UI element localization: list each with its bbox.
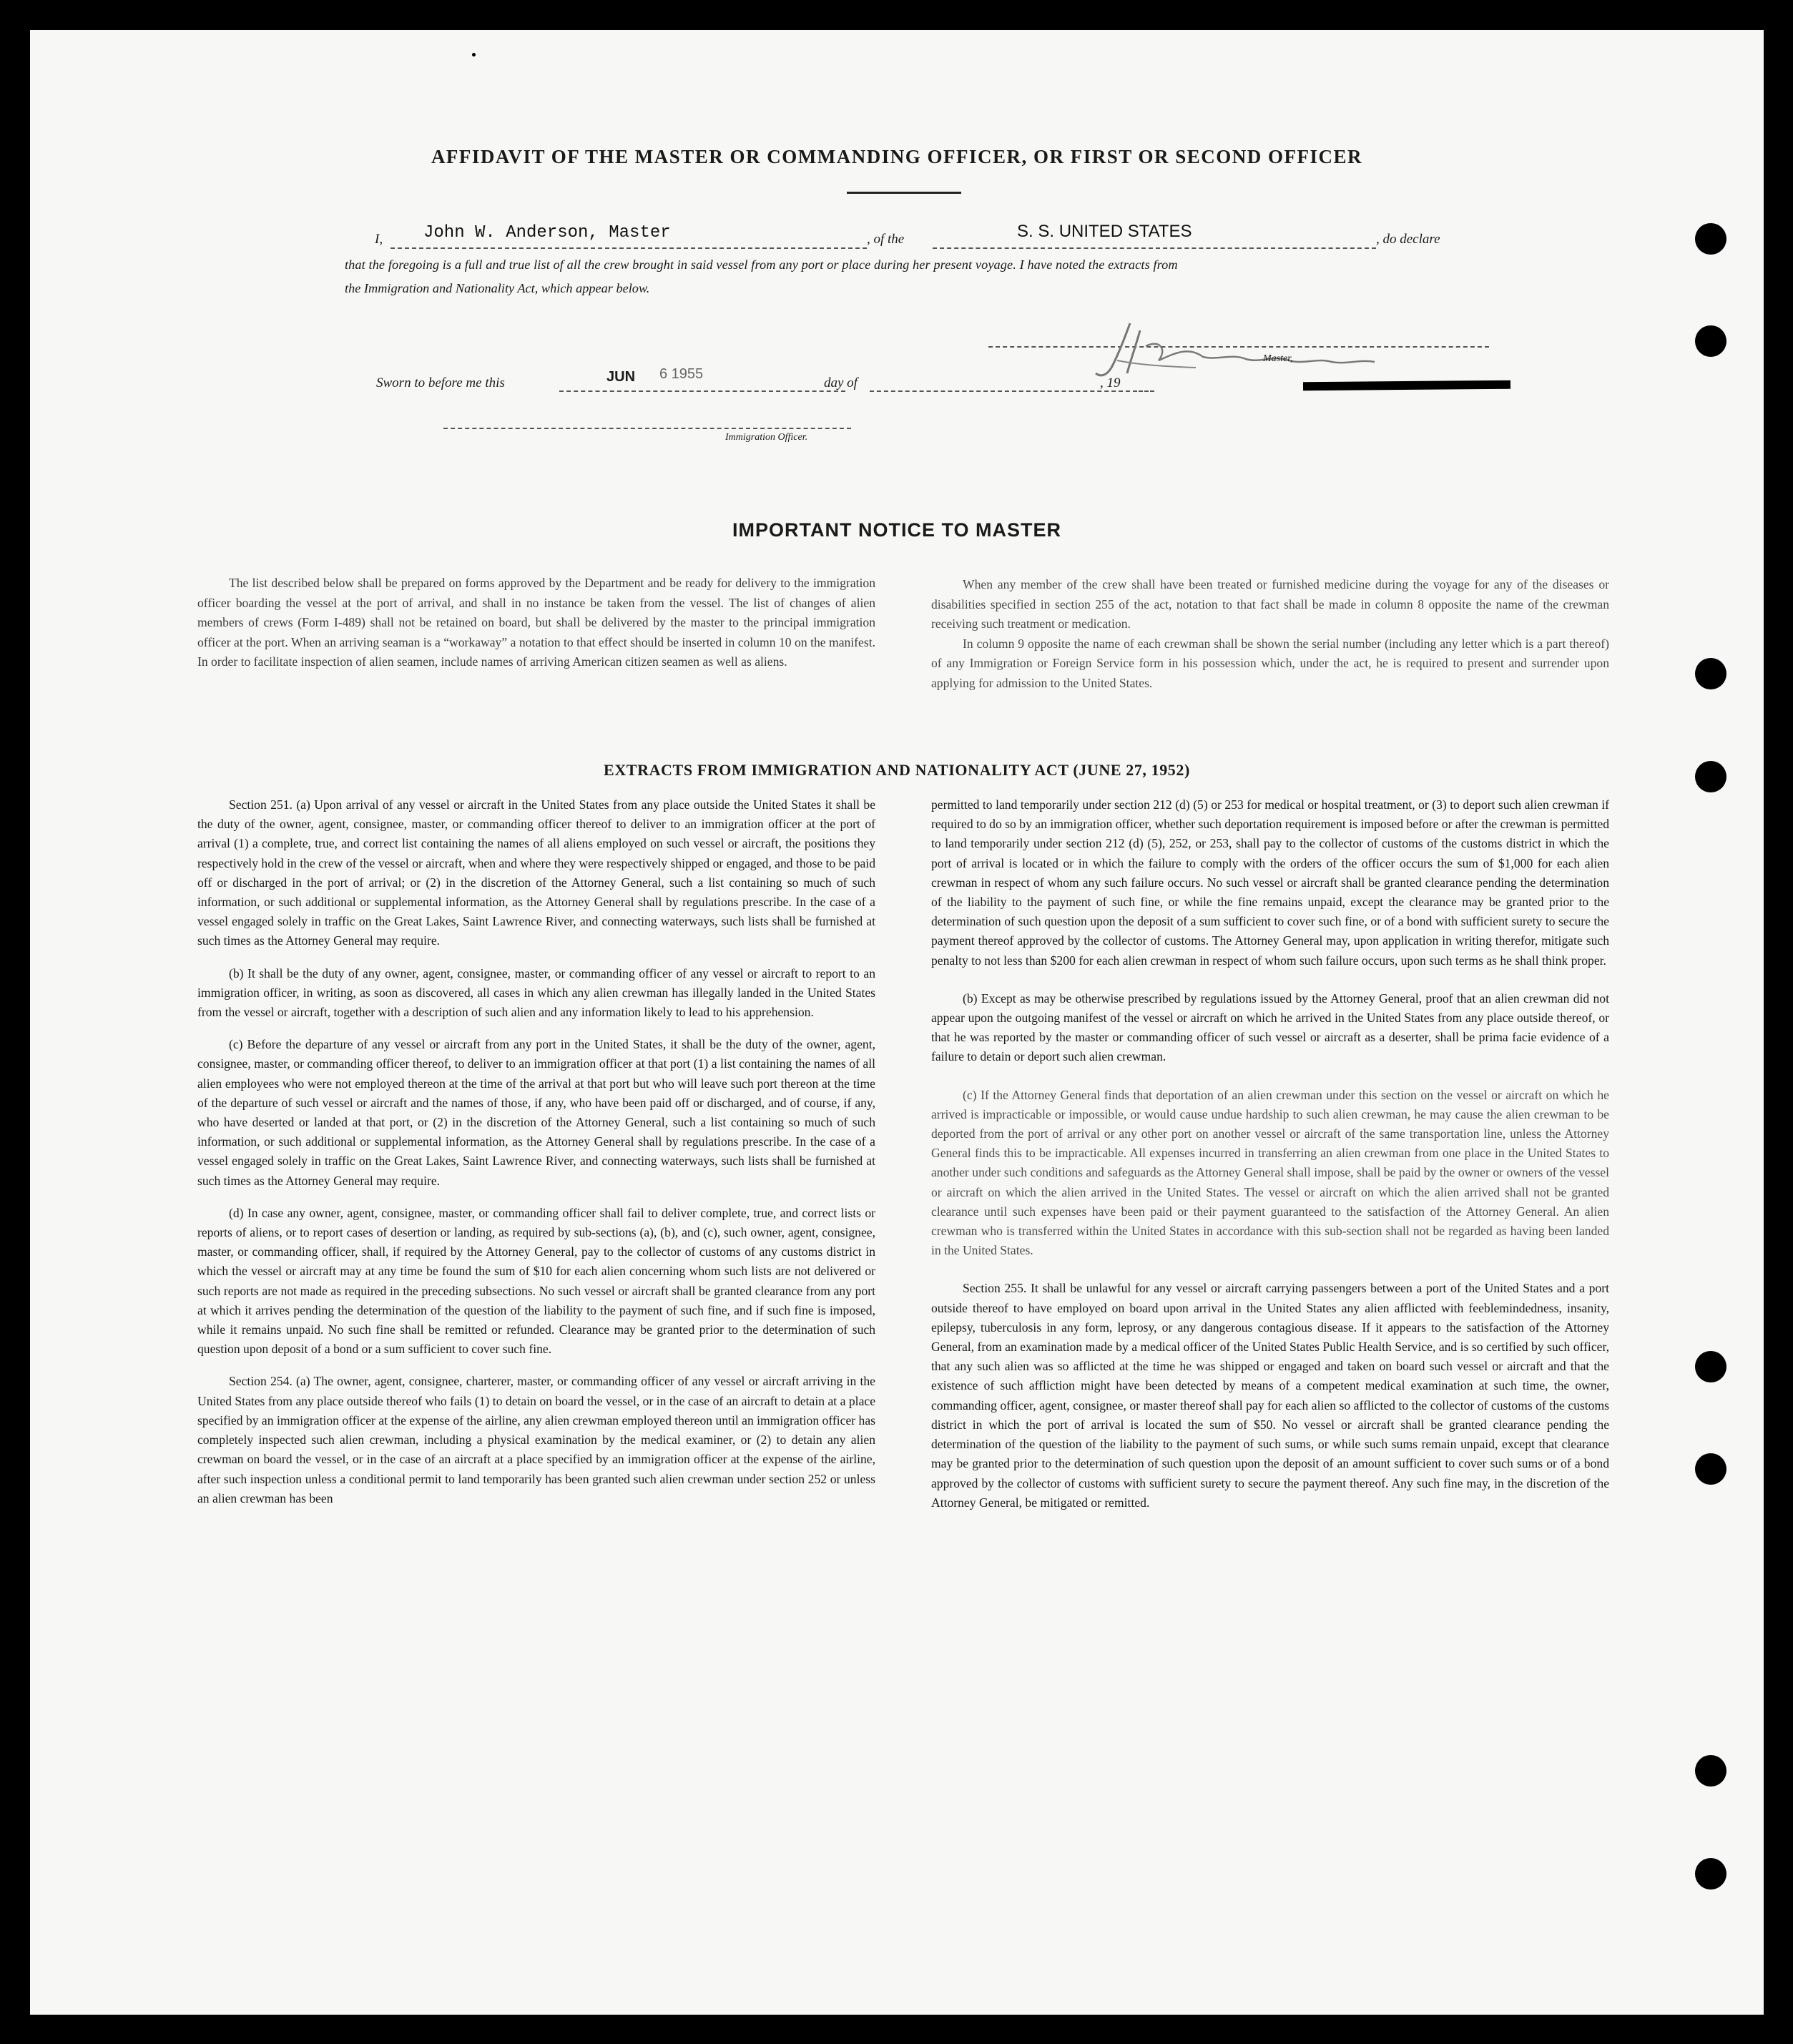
notice-right-text-1: When any member of the crew shall have been treated or furnished medicine during the voyage for any of the diseases or disabilities specified in section 255 of the act, notation to that fact shall be made in column 8 opposite the name of the crewman receiving such treatment or medication.: [931, 577, 1609, 631]
month-line: [870, 390, 1130, 392]
binder-hole: [1695, 1453, 1726, 1485]
binder-hole: [1695, 658, 1726, 689]
declaration-text-line2: that the foregoing is a full and true list of all the crew brought in said vessel from any port or place during her present voyage. I have noted the extracts from: [345, 257, 1178, 272]
signature-caption: Master,: [1263, 353, 1293, 364]
extracts-left-column: [197, 795, 875, 1518]
immigration-officer-caption: Immigration Officer.: [725, 432, 808, 443]
sworn-prefix: Sworn to before me this: [376, 375, 505, 390]
of-the-label: , of the: [867, 232, 905, 247]
affidavit-title: AFFIDAVIT OF THE MASTER OR COMMANDING OFFICER, OR FIRST OR SECOND OFFICER: [431, 146, 1363, 167]
section-254-c: (c) If the Attorney General finds that deportation of an alien crewman under this section on the vessel or aircraft on which he arrived is impracticable or impossible, or would cause undue hardship to such alien crewman, he may cause the alien crewman to be deported from the port of arrival or any other port on another vessel or aircraft of the same transportation line, unless the Attorney General finds this to be impracticable. All expenses incurred in transferring an alien crewman from one place in the United States to another under such conditions and safeguards as the Attorney General shall impose, shall be paid by the owner or owners of the vessel or aircraft on which the alien arrived in the United States. The vessel or aircraft on which the alien arrived shall not be granted clearance until such expenses have been paid or their payment guaranteed to the satisfaction of the Attorney General. An alien crewman who is transferred within the United States in accordance with this sub-section shall not be regarded as having been landed in the United States.: [931, 1087, 1609, 1258]
declarant-name: John W. Anderson, Master: [423, 223, 671, 242]
master-signature: [1074, 318, 1418, 389]
notice-right-text-2: In column 9 opposite the name of each crewman shall be shown the serial number (including any letter which is a part thereof) of any Immigration or Foreign Service form in his possession which, under the act, he is required to present and surrender upon applying for admission to the United States.: [931, 636, 1609, 690]
binder-hole: [1695, 223, 1726, 255]
day-of-label: day of: [824, 375, 858, 390]
extracts-right-column: [931, 795, 1609, 1523]
section-251-a: Section 251. (a) Upon arrival of any vessel or aircraft in the United States from any place outside the United States it shall be the duty of the owner, agent, consignee, master, or commanding officer thereof to deliver to an immigration officer at the port of arrival (1) a complete, true, and correct list containing the names of all aliens employed on such vessel or aircraft, the positions they respectively hold in the crew of the vessel or aircraft, when and where they were respectively shipped or engaged, and those to be paid off or discharged in the port of arrival; or (2) in the discretion of the Attorney General, such a list containing so much of such information, or such additional or supplemental information, as the Attorney General shall by regulations prescribe. In the case of a vessel engaged solely in traffic on the Great Lakes, Saint Lawrence River, and connecting waterways, such lists shall be furnished at such times as the Attorney General may require.: [197, 797, 875, 948]
section-251-c: (c) Before the departure of any vessel or aircraft from any port in the United States, it shall be the duty of the owner, agent, consignee, master, or commanding officer thereof, to deliver to an immigration officer at that port (1) a list containing the names of all alien employees who were not employed thereon at the time of the arrival at that port but who will leave such port thereon at the time of the departure of such vessel or aircraft and the names of those, if any, who have been paid off or discharged, and of course, if any, who have deserted or landed at that port, or (2) in the discretion of the Attorney General, such a list containing so much of such information, or such additional or supplemental information, as the Attorney General shall by regulations prescribe. In the case of a vessel engaged solely in traffic on the Great Lakes, Saint Lawrence River, and connecting waterways, such lists shall be furnished at such times as the Attorney General may require.: [197, 1037, 875, 1188]
section-251-b: (b) It shall be the duty of any owner, agent, consignee, master, or commanding officer of any vessel or aircraft to report to an immigration officer, in writing, as soon as discovered, all cases in which any alien crewman has illegally landed in the United States from the vessel or aircraft, together with a description of such alien and any information likely to lead to his apprehension.: [197, 966, 875, 1020]
section-254-a-continued: permitted to land temporarily under section 212 (d) (5) or 253 for medical or hospital treatment, or (3) to deport such alien crewman if required to do so by an immigration officer, whether such deportation requirement is imposed before or after the crewman is permitted to land temporarily under section 212 (d) (5), 252, or 253, shall pay to the collector of customs of the customs district in which the port of arrival is located or in which the failure to comply with the orders of the officer occurs the sum of $1,000 for each alien crewman in respect of whom any such failure occurs. No such vessel or aircraft shall be granted clearance pending the determination of the liability to the payment of such fine, or while the fine remains unpaid, except the clearance may be granted prior to the determination of such question upon the deposit of a sum sufficient to cover such fine, or of a bond with sufficient surety to secure the payment thereof approved by the collector of customs. The Attorney General may, upon application in writing therefor, mitigate such penalty to not less than $200 for each alien crewman in respect of whom such failure occurs, upon such terms as he shall think proper.: [931, 797, 1609, 968]
immigration-officer-line: [443, 428, 851, 429]
redaction-bar: [1303, 380, 1510, 391]
binder-hole: [1695, 1858, 1726, 1890]
year-line: [1133, 390, 1154, 392]
title-divider: [847, 192, 961, 194]
vessel-name: S. S. UNITED STATES: [1017, 222, 1192, 241]
declaration-text-line3: the Immigration and Nationality Act, which appear below.: [345, 281, 650, 295]
vessel-name-line: [933, 247, 1376, 249]
extracts-title: EXTRACTS FROM IMMIGRATION AND NATIONALITY ACT (JUNE 27, 1952): [604, 761, 1190, 779]
section-254-b: (b) Except as may be otherwise prescribed by regulations issued by the Attorney General, proof that an alien crewman did not appear upon the outgoing manifest of the vessel or aircraft on which he arrived in the United States from any place outside thereof, or that he was reported by the master or commanding officer of such vessel or aircraft as a deserter, shall be prima facie evidence of a failure to detain or deport such alien crewman.: [931, 991, 1609, 1064]
sworn-stamp-date: 6 1955: [659, 366, 704, 382]
sworn-date-line: [559, 390, 845, 392]
notice-title: IMPORTANT NOTICE TO MASTER: [732, 519, 1061, 541]
declarant-name-line: [390, 247, 867, 249]
declarant-prefix: I,: [375, 232, 383, 247]
do-declare-label: , do declare: [1376, 232, 1440, 247]
year-prefix: , 19: [1100, 375, 1121, 390]
section-254-a: Section 254. (a) The owner, agent, consignee, charterer, master, or commanding officer of any vessel or aircraft arriving in the United States from any place outside thereof who fails (1) to detain on board the vessel, or in the case of an aircraft to detain at a place specified by an immigration officer at the expense of the airline, any alien crewman employed thereon until an immigration officer has completely inspected such alien crewman, including a physical examination by the medical examiner, or (2) to detain any alien crewman on board the vessel, or in the case of an aircraft at a place specified by an immigration officer at the expense of the airline, after such inspection unless a conditional permit to land temporarily has been granted such alien crewman under section 252 or unless an alien crewman has been: [197, 1374, 875, 1505]
section-255: Section 255. It shall be unlawful for any vessel or aircraft carrying passengers between a port of the United States and a port outside thereof to have employed on board upon arrival in the United States any alien afflicted with feeblemindedness, insanity, epilepsy, tuberculosis in any form, leprosy, or any dangerous contagious disease. If it appears to the satisfaction of the Attorney General, from an examination made by a medical officer of the United States Public Health Service, and is so certified by such officer, that any such alien was so afflicted at the time he was shipped or engaged and taken on board such vessel or aircraft and that the existence of such affliction might have been detected by means of a competent medical examination at such time, the owner, commanding officer, agent, consignee, or master thereof shall pay for each alien so afflicted to the collector of customs of the customs district in which the port of arrival is located the sum of $50. No vessel or aircraft shall be granted clearance pending the determination of the question of the liability to the payment of such sums, or while such sums remain unpaid, except that clearance may be granted prior to the determination of such question upon the deposit of an amount sufficient to cover such sums or of a bond approved by the collector of customs with sufficient surety to secure the payment thereof. Any such fine may, in the discretion of the Attorney General, be mitigated or remitted.: [931, 1281, 1609, 1510]
section-251-d: (d) In case any owner, agent, consignee, master, or commanding officer shall fail to deliver complete, true, and correct lists or reports of aliens, or to report cases of desertion or landing, as required by sub-sections (a), (b), and (c), such owner, agent, consignee, master, or commanding officer, shall, if required by the Attorney General, pay to the collector of customs of any customs district in which the vessel or aircraft may at any time be found the sum of $10 for each alien concerning whom such lists are not delivered or such reports are not made as required in the preceding subsections. No such vessel or aircraft shall be granted clearance from any port at which it arrives pending the determination of the question of the liability to the payment of such fine, and if such fine is imposed, while it remains unpaid. No such fine shall be remitted or refunded. Clearance may be granted prior to the determination of such question upon deposit of a bond or a sum sufficient to cover such fine.: [197, 1205, 875, 1357]
binder-hole: [1695, 1351, 1726, 1382]
notice-left-text: The list described below shall be prepared on forms approved by the Department and be ready for delivery to the immigration officer boarding the vessel at the port of arrival, and shall in no instance be taken from the vessel. The list of changes of alien members of crews (Form I-489) shall not be retained on board, but shall be delivered by the master to the principal immigration officer at the port. When an arriving seaman is a “workaway” a notation to that effect should be inserted in column 10 on the manifest. In order to facilitate inspection of alien seamen, include names of arriving American citizen seamen as well as aliens.: [197, 576, 875, 669]
notice-right-column: [931, 575, 1609, 693]
sworn-stamp-month: JUN: [606, 369, 636, 385]
binder-hole: [1695, 325, 1726, 357]
notice-left-column: [197, 574, 875, 672]
document-page: [30, 30, 1764, 2015]
binder-hole: [1695, 1755, 1726, 1787]
